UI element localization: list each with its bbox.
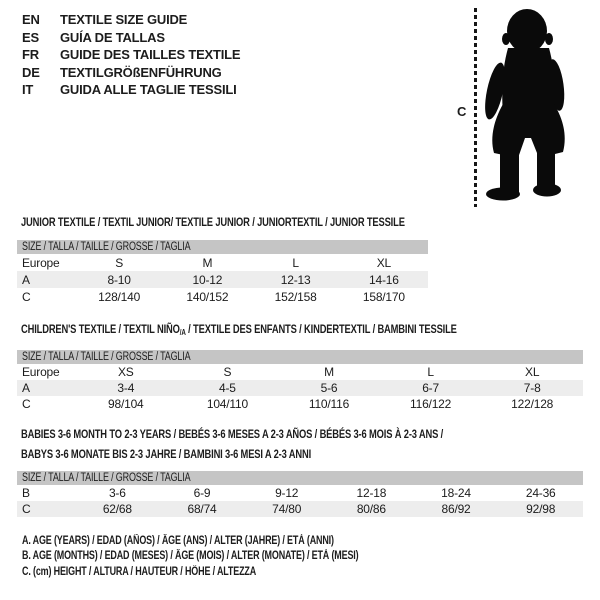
row-label: C — [22, 397, 31, 411]
size-header-row — [17, 240, 428, 254]
table-cell: 3-6 — [108, 486, 126, 500]
footnote-line-c-wrap — [22, 565, 453, 580]
table-row-europe — [17, 254, 428, 271]
table-cell: 68/74 — [187, 502, 217, 516]
table-cell: 80/86 — [356, 502, 386, 516]
table-row-age — [17, 271, 428, 288]
table-cell: 12-18 — [356, 486, 387, 500]
language-row-es — [22, 29, 240, 47]
height-measure-dashed-line — [474, 8, 477, 207]
table-cell: S — [223, 365, 232, 379]
language-title: GUIDA ALLE TAGLIE TESSILI — [60, 82, 237, 97]
language-row-en — [22, 11, 240, 29]
table-row-age-months — [17, 485, 583, 501]
language-title: GUIDE DES TAILLES TEXTILE — [60, 47, 241, 62]
babies-title-line1: BABIES 3-6 MONTH TO 2-3 YEARS / BEBÉS 3-6 MESES A 2-3 AÑOS / BÉBÉS 3-6 MOIS À 2-3 ANS / — [21, 427, 444, 441]
table-cell: 116/122 — [410, 397, 452, 411]
size-header-label: SIZE / TALLA / TAILLE / GRÖSSE / TAGLIA — [22, 241, 191, 253]
table-row-europe — [17, 364, 583, 380]
babies-table-title — [21, 424, 562, 464]
table-cell: 4-5 — [219, 381, 236, 395]
language-code: EN — [22, 12, 40, 27]
footnotes — [22, 534, 453, 580]
table-cell: 24-36 — [525, 486, 556, 500]
row-label: Europe — [22, 365, 60, 379]
language-row-de — [22, 64, 240, 82]
footnote-line-b-wrap — [22, 549, 453, 564]
row-label: C — [22, 502, 31, 516]
children-table-title — [21, 322, 580, 340]
table-cell: 10-12 — [192, 272, 223, 287]
table-cell: 74/80 — [272, 502, 302, 516]
table-cell: L — [427, 365, 434, 379]
table-cell: 7-8 — [523, 381, 541, 395]
table-row-height — [17, 501, 583, 517]
table-cell: 6-9 — [193, 486, 211, 500]
babies-size-table — [17, 471, 583, 517]
table-cell: 92/98 — [526, 502, 556, 516]
table-cell: 98/104 — [108, 397, 144, 411]
language-title: GUÍA DE TALLAS — [60, 29, 165, 45]
table-cell: 86/92 — [441, 502, 471, 516]
row-label: A — [22, 381, 30, 395]
table-cell: XS — [117, 365, 134, 379]
footnote-line-a: A. AGE (YEARS) / EDAD (AÑOS) / ÂGE (ANS) / ALTER (JAHRE) / ETÀ (ANNI) — [22, 535, 334, 547]
footnote-line-c: C. (cm) HEIGHT / ALTURA / HAUTEUR / HÖHE / ALTEZZA — [22, 565, 257, 578]
babies-title-line2: BABYS 3-6 MONATE BIS 2-3 JAHRE / BAMBINI 3-6 MESI A 2-3 ANNI — [21, 447, 312, 461]
table-cell: 6-7 — [422, 381, 439, 395]
language-title: TEXTILGRÖßENFÜHRUNG — [60, 64, 222, 80]
language-title: TEXTILE SIZE GUIDE — [60, 12, 188, 27]
junior-table-title-text: JUNIOR TEXTILE / TEXTIL JUNIOR/ TEXTILE JUNIOR / JUNIORTEXTIL / JUNIOR TESSILE — [21, 215, 405, 229]
figure-height-label: C — [457, 104, 467, 119]
table-cell: 128/140 — [98, 289, 141, 304]
language-code: DE — [22, 64, 40, 80]
babies-title-line2-wrap — [21, 444, 562, 464]
size-header-row — [17, 471, 583, 485]
row-label: A — [22, 272, 30, 287]
language-code: FR — [22, 47, 39, 62]
size-header-row — [17, 350, 583, 364]
table-row-height — [17, 288, 428, 305]
table-cell: 104/110 — [206, 397, 248, 411]
table-cell: 5-6 — [320, 381, 338, 395]
children-size-table — [17, 350, 583, 412]
table-cell: 158/170 — [362, 289, 405, 304]
table-cell: 152/158 — [274, 289, 317, 304]
table-cell: M — [202, 255, 213, 270]
babies-title-line1-wrap — [21, 424, 562, 444]
junior-table-title — [21, 215, 513, 229]
footnote-line-a-wrap — [22, 534, 453, 549]
table-cell: 122/128 — [511, 397, 554, 411]
children-title-subscript: /A — [179, 328, 186, 337]
row-label: C — [22, 289, 31, 304]
table-cell: S — [115, 255, 124, 270]
table-cell: 18-24 — [441, 486, 471, 500]
children-title-post: / TEXTILE DES ENFANTS / KINDERTEXTIL / BAMBINI TESSILE — [185, 322, 457, 336]
row-label: B — [22, 486, 30, 500]
children-title-pre: CHILDREN'S TEXTILE / TEXTIL NIÑO — [21, 322, 180, 336]
language-list — [22, 11, 240, 99]
table-cell: 62/68 — [102, 502, 132, 516]
footnote-line-b: B. AGE (MONTHS) / EDAD (MESES) / ÂGE (MOIS) / ALTER (MONATE) / ETÀ (MESI) — [22, 550, 359, 563]
table-cell: M — [324, 365, 334, 379]
children-table-title-text — [21, 322, 457, 340]
table-cell: 8-10 — [107, 272, 131, 287]
row-label: Europe — [22, 255, 60, 270]
table-cell: XL — [376, 255, 392, 270]
table-cell: 14-16 — [369, 272, 399, 287]
table-cell: 140/152 — [186, 289, 229, 304]
table-cell: L — [292, 255, 299, 270]
language-code: IT — [22, 82, 34, 97]
table-row-height — [17, 396, 583, 412]
table-cell: 12-13 — [280, 272, 311, 287]
baby-silhouette-icon — [483, 6, 568, 206]
size-header-label: SIZE / TALLA / TAILLE / GRÖSSE / TAGLIA — [22, 351, 191, 363]
language-code: ES — [22, 29, 39, 45]
junior-size-table — [17, 240, 428, 305]
table-row-age — [17, 380, 583, 396]
language-row-it — [22, 81, 240, 99]
size-header-label: SIZE / TALLA / TAILLE / GRÖSSE / TAGLIA — [22, 472, 191, 484]
language-row-fr — [22, 46, 240, 64]
table-cell: 9-12 — [275, 486, 299, 500]
table-cell: 110/116 — [308, 397, 350, 411]
table-cell: 3-4 — [117, 381, 135, 395]
table-cell: XL — [525, 365, 540, 379]
